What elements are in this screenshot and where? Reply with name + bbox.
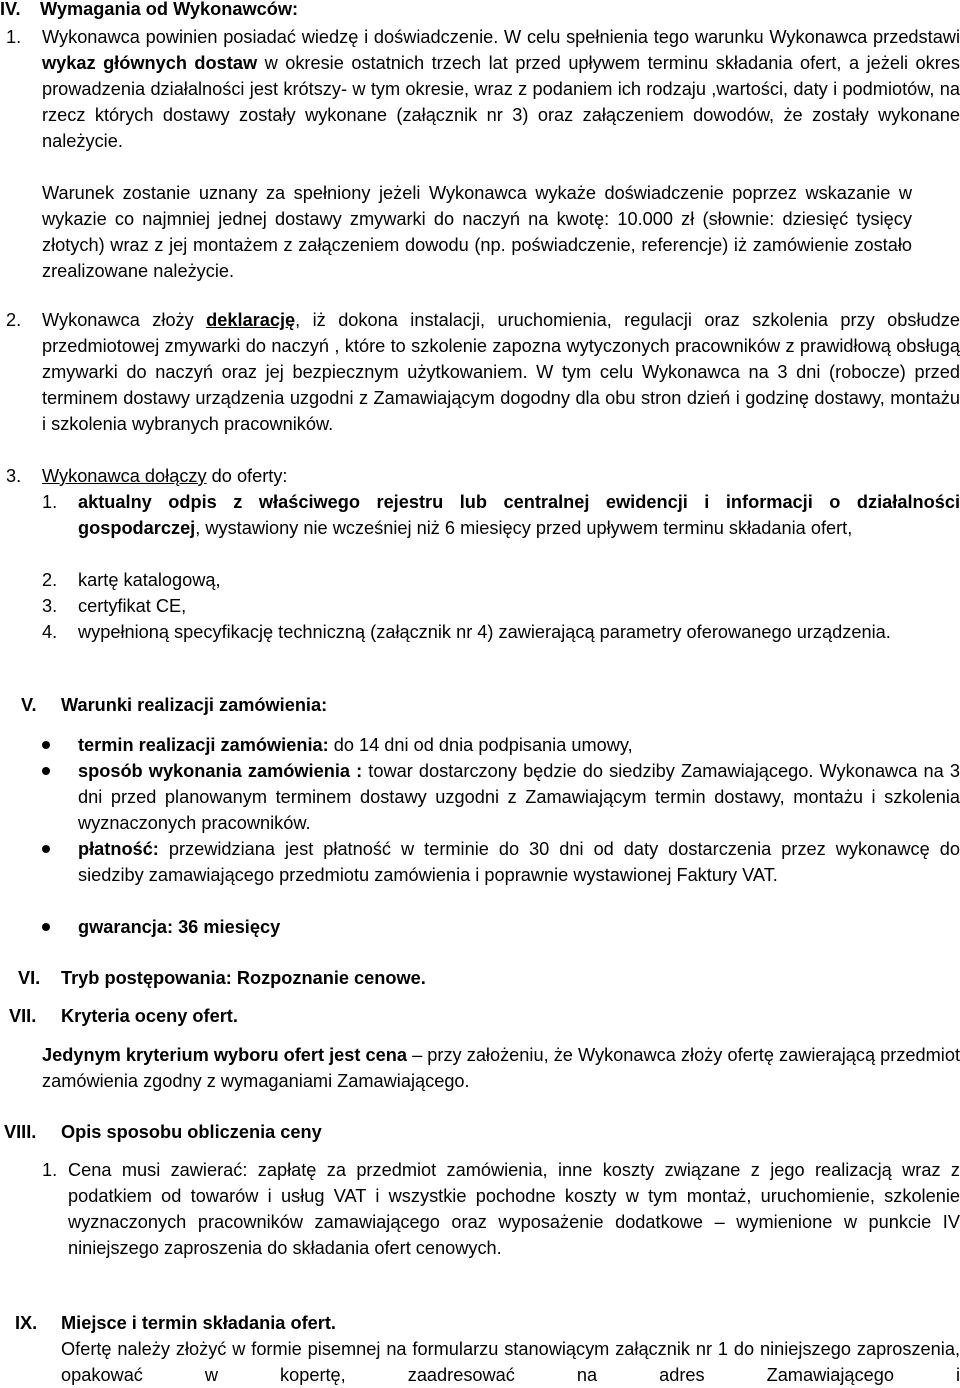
section-v-number: V. xyxy=(21,695,37,715)
req-1-intro: Wykonawca powinien posiadać wiedzę i doświadczenie. W celu spełnienia tego warunku Wykonawca przedstawi xyxy=(42,27,960,47)
req-2-rest: , iż dokona instalacji, uruchomienia, regulacji oraz szkolenia przy obsłudze przedmiotowej zmywarki do naczyń , które to szkolenie zapozna wytyczonych pracowników z prawidłową obsługą zmywarki do naczyń oraz jej bezpiecznym użytkowaniem. W tym celu Wykonawca na 3 dni (robocze) przed terminem dostawy urządzenia uzgodni z Zamawiającym dogodny dla obu stron dzień i godzinę dostawy, montażu i szkolenia wybranych pracowników. xyxy=(42,310,960,434)
req-1-condition: Warunek zostanie uznany za spełniony jeżeli Wykonawca wykaże doświadczenie poprzez wskazanie w wykazie co najmniej jednej dostawy zmywarki do naczyń na kwotę: 10.000 zł (słownie: dziesięć tysięcy złotych) wraz z jej montażem z załączeniem dowodu (np. poświadczenie, referencje) iż zamówienie zostało zrealizowane należycie. xyxy=(42,183,912,281)
req-1-number: 1. xyxy=(6,27,22,47)
req-2-bold: deklarację xyxy=(206,310,296,330)
bullet-warranty xyxy=(78,914,960,940)
attach-2-number: 2. xyxy=(42,570,58,590)
attach-3-text: certyfikat CE, xyxy=(78,596,187,616)
req-1-bold: wykaz głównych dostaw xyxy=(42,53,258,73)
bullet-method xyxy=(78,758,960,836)
attach-4-number: 4. xyxy=(42,622,58,642)
attach-3-number: 3. xyxy=(42,596,58,616)
attach-4-text: wypełnioną specyfikację techniczną (załącznik nr 4) zawierającą parametry oferowanego urządzenia. xyxy=(78,622,891,642)
req-2-number: 2. xyxy=(6,310,22,330)
section-ix-heading: Miejsce i termin składania ofert. xyxy=(61,1313,336,1333)
req-3-rest: do oferty: xyxy=(206,466,288,486)
bullet-payment-label: płatność: xyxy=(78,839,159,859)
req-2-intro: Wykonawca złoży xyxy=(42,310,207,330)
req-3-text xyxy=(42,463,942,489)
attach-1-text xyxy=(78,489,960,541)
bullet-term-text: do 14 dni od dnia podpisania umowy, xyxy=(328,735,633,755)
req-1-text xyxy=(42,24,960,154)
section-ix-number: IX. xyxy=(15,1313,38,1333)
bullet-method-label: sposób wykonania zamówienia : xyxy=(78,761,363,781)
req-1-rest: w okresie ostatnich trzech lat przed upływem terminu składania ofert, a jeżeli okres prowadzenia działalności jest krótszy- w tym okresie, wraz z podaniem ich rodzaju ,wartości, daty i podmiotów, na rzecz których dostawy zostały wykonane (załącznik nr 3) oraz załączeniem dowodów, że zostały wykonane należycie. xyxy=(42,53,960,151)
criteria-rest: – przy założeniu, że Wykonawca złoży ofertę zawierającą przedmiot zamówienia zgodny z wymaganiami Zamawiającego. xyxy=(42,1045,960,1091)
req-3-number: 3. xyxy=(6,466,22,486)
section-viii-number: VIII. xyxy=(4,1122,37,1142)
bullet-method-text: towar dostarczony będzie do siedziby Zamawiającego. Wykonawca na 3 dni przed planowanym terminem dostawy uzgodni z Zamawiającym termin dostawy, montażu i szkolenia wyznaczonych pracowników. xyxy=(78,761,960,833)
price-1-number: 1. xyxy=(42,1160,58,1180)
section-v-heading: Warunki realizacji zamówienia: xyxy=(61,695,328,715)
bullet-dot xyxy=(42,845,50,853)
price-1-text: Cena musi zawierać: zapłatę za przedmiot zamówienia, inne koszty związane z jego realizacją wraz z podatkiem od towarów i usług VAT i wszystkie pochodne koszty w tym montaż, uruchomienie, szkolenie wyznaczonych pracowników zamawiającego oraz wyposażenie dodatkowe – wymienione w punkcie IV niniejszego zaproszenia do składania ofert cenowych. xyxy=(68,1160,960,1258)
req-3-underlined: Wykonawca dołączy xyxy=(42,466,207,486)
section-vii-heading: Kryteria oceny ofert. xyxy=(61,1006,238,1026)
section-iv-number: IV. xyxy=(0,0,21,19)
bullet-dot xyxy=(42,767,50,775)
criteria-text xyxy=(42,1042,960,1094)
bullet-payment-text: przewidziana jest płatność w terminie do 30 dni od daty dostarczenia przez wykonawcę do siedziby zamawiającego przedmiotu zamówienia i poprawnie wystawionej Faktury VAT. xyxy=(78,839,960,885)
section-vii-number: VII. xyxy=(9,1006,37,1026)
section-viii-heading: Opis sposobu obliczenia ceny xyxy=(61,1122,322,1142)
attach-1-number: 1. xyxy=(42,492,58,512)
attach-1-rest: , wystawiony nie wcześniej niż 6 miesięcy przed upływem terminu składania ofert, xyxy=(195,518,853,538)
bullet-term-label: termin realizacji zamówienia: xyxy=(78,735,329,755)
bullet-term xyxy=(78,732,960,758)
bullet-payment xyxy=(78,836,960,888)
section-vi-heading: Tryb postępowania: Rozpoznanie cenowe. xyxy=(61,968,426,988)
req-2-text xyxy=(42,307,960,437)
submission-text: Ofertę należy złożyć w formie pisemnej na formularzu stanowiącym załącznik nr 1 do niniejszego zaproszenia, opakować w kopertę, zaadresować na adres Zamawiającego i xyxy=(61,1339,960,1385)
bullet-dot xyxy=(42,923,50,931)
bullet-warranty-label: gwarancja: 36 miesięcy xyxy=(78,917,281,937)
attach-2-text: kartę katalogową, xyxy=(78,570,221,590)
section-iv-heading: Wymagania od Wykonawców: xyxy=(40,0,299,19)
attach-1-bold: aktualny odpis z właściwego rejestru lub centralnej ewidencji i informacji o działalności gospodarczej xyxy=(78,492,960,538)
criteria-bold: Jedynym kryterium wyboru ofert jest cena xyxy=(42,1045,408,1065)
section-vi-number: VI. xyxy=(18,968,41,988)
bullet-dot xyxy=(42,741,50,749)
